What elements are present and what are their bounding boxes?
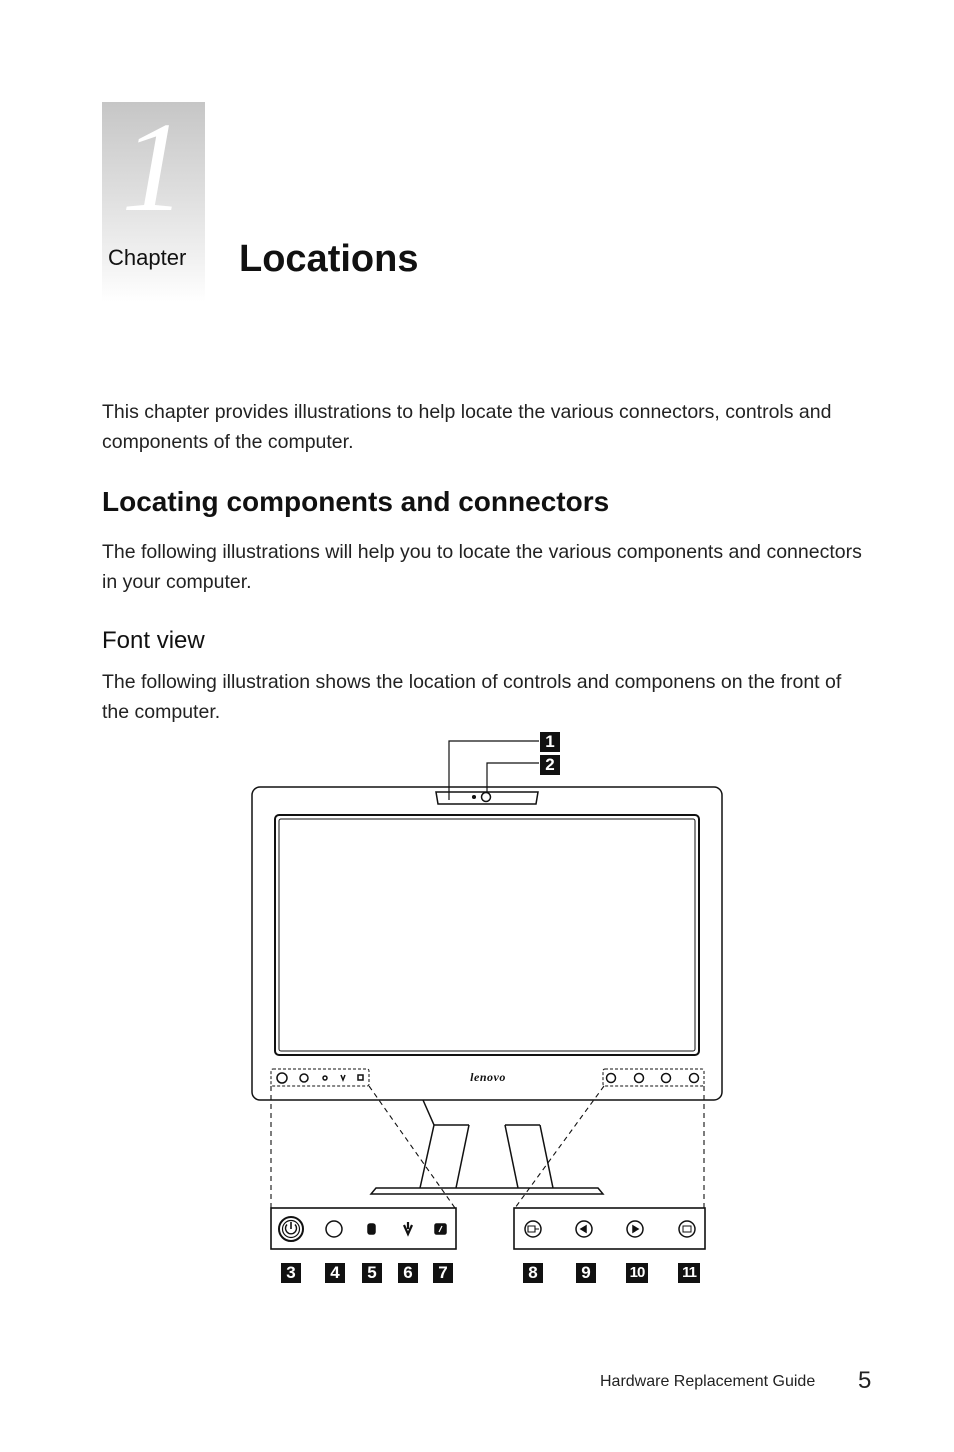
brand-logo: lenovo <box>470 1070 506 1084</box>
subsection-paragraph: The following illustration shows the location of controls and componens on the front of the computer. <box>102 671 842 723</box>
section-heading: Locating components and connectors <box>102 486 610 517</box>
intro-paragraph: This chapter provides illustrations to help locate the various connectors, controls and components of the computer. <box>102 401 832 453</box>
webcam-housing <box>436 792 538 804</box>
stand-base <box>371 1188 603 1194</box>
zoom-line-right-a <box>515 1086 604 1208</box>
small-mic-icon <box>323 1076 327 1080</box>
callout-9: 9 <box>576 1263 596 1283</box>
small-right-icon <box>662 1074 671 1083</box>
leader-line-1 <box>449 741 539 800</box>
callout-4: 4 <box>325 1263 345 1283</box>
zoom-line-left-b <box>369 1086 455 1208</box>
stand-right-inner <box>505 1125 518 1188</box>
stand-right-outer <box>540 1125 553 1188</box>
callout-11: 11 <box>678 1263 700 1283</box>
callout-6: 6 <box>398 1263 418 1283</box>
small-usb-icon <box>341 1075 345 1080</box>
chapter-number: 1 <box>121 96 186 238</box>
small-button-icon <box>300 1074 308 1082</box>
chapter-title: Locations <box>239 238 419 280</box>
monitor-screen <box>275 815 699 1055</box>
right-panel-enlarged <box>514 1208 705 1249</box>
usb-icon <box>404 1222 412 1234</box>
callout-7: 7 <box>433 1263 453 1283</box>
section-paragraph: The following illustrations will help you to locate the various components and connectors in your computer. <box>102 541 862 593</box>
callout-5: 5 <box>362 1263 382 1283</box>
footer-guide-title: Hardware Replacement Guide <box>600 1373 816 1390</box>
left-panel-enlarged <box>271 1208 456 1249</box>
small-menu-icon <box>690 1074 699 1083</box>
callout-1: 1 <box>540 732 560 752</box>
small-power-icon <box>277 1073 287 1083</box>
callout-2: 2 <box>540 755 560 775</box>
small-card-icon <box>358 1075 363 1080</box>
webcam-indicator-icon <box>473 796 476 799</box>
monitor-bezel <box>252 787 722 1100</box>
left-button-strip <box>271 1069 369 1086</box>
monitor-screen-inner <box>279 819 695 1051</box>
chapter-label: Chapter <box>108 245 187 270</box>
subsection-heading: Font view <box>102 627 205 654</box>
small-input-icon <box>607 1074 616 1083</box>
callout-8: 8 <box>523 1263 543 1283</box>
circle-button-icon <box>326 1221 342 1237</box>
callout-3: 3 <box>281 1263 301 1283</box>
leader-line-2 <box>487 763 539 793</box>
callout-10: 10 <box>626 1263 648 1283</box>
mic-jack-icon <box>368 1224 375 1234</box>
small-left-icon <box>635 1074 644 1083</box>
page-number: 5 <box>858 1367 872 1394</box>
stand-left-inner <box>456 1125 469 1188</box>
menu-icon <box>679 1221 695 1237</box>
